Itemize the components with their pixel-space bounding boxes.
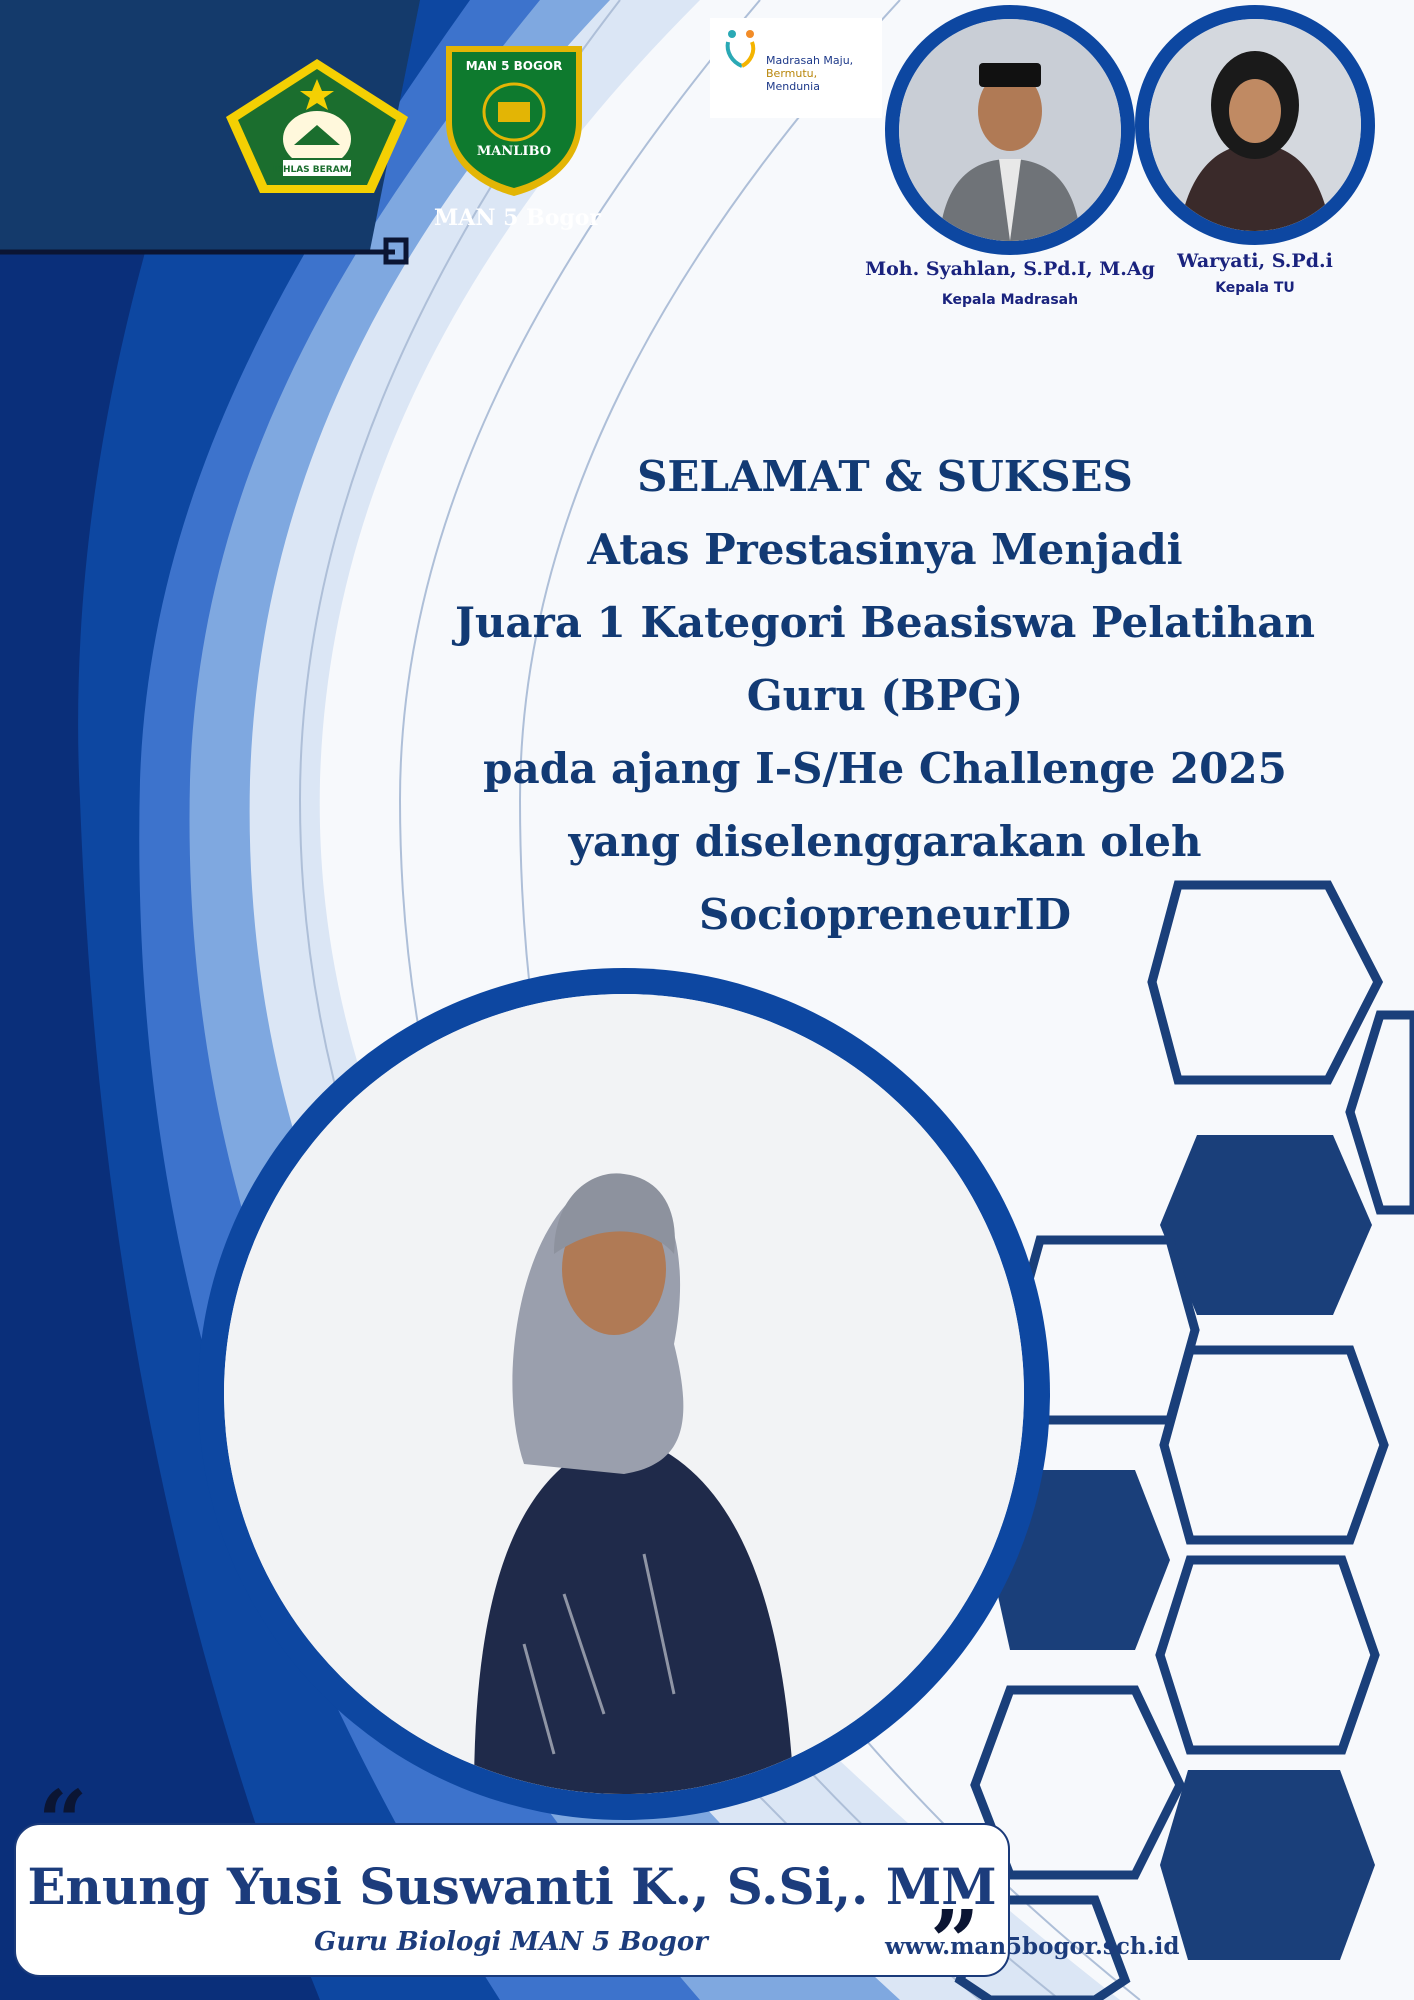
awardee-photo: [198, 968, 1050, 1820]
portrait-kepala-tu: [1135, 5, 1375, 245]
headline-line-4: Guru (BPG): [746, 671, 1024, 720]
slogan-text: [766, 54, 882, 93]
man-logo-mid: MANLIBO: [476, 144, 552, 159]
official-role-2: Kepala TU: [1215, 280, 1295, 296]
slogan-line-3: Mendunia: [766, 80, 820, 93]
official-name-2: Waryati, S.Pd.i: [1177, 250, 1333, 272]
awardee-name: Enung Yusi Suswanti K., S.Si,. MM: [27, 1857, 997, 1916]
awardee-role: Guru Biologi MAN 5 Bogor: [314, 1927, 708, 1957]
headline-line-5: pada ajang I-S/He Challenge 2025: [483, 744, 1287, 793]
quote-close-mark: ”: [930, 1892, 980, 1993]
slogan-logo: [710, 18, 882, 118]
headline-line-3: Juara 1 Kategori Beasiswa Pelatihan: [454, 598, 1315, 647]
man-logo-top: MAN 5 BOGOR: [465, 59, 563, 73]
slogan-line-2: Bermutu,: [766, 67, 818, 80]
headline-line-2: Atas Prestasinya Menjadi: [587, 525, 1183, 574]
person-silhouette-icon: [899, 19, 1121, 241]
kemenag-emblem-icon: [222, 55, 412, 195]
headline-line-6: yang diselenggarakan oleh: [568, 817, 1202, 866]
slogan-line-1: Madrasah Maju,: [766, 54, 854, 67]
congratulation-headline: [420, 440, 1350, 951]
awardee-name-plate: [14, 1823, 1010, 1977]
madrasah-people-icon: [722, 28, 762, 68]
website-link[interactable]: www.man5bogor.sch.id: [885, 1933, 1180, 1960]
kemenag-motto: IKHLAS BERAMAL: [272, 165, 362, 175]
portrait-kepala-madrasah: [885, 5, 1135, 255]
person-silhouette-icon: [224, 994, 1024, 1794]
headline-line-7: SociopreneurID: [698, 890, 1072, 939]
man-shield-emblem-icon: [440, 40, 588, 200]
official-name-1: Moh. Syahlan, S.Pd.I, M.Ag: [865, 258, 1155, 280]
headline-line-1: SELAMAT & SUKSES: [637, 452, 1133, 501]
person-silhouette-icon: [1149, 19, 1361, 231]
school-caption: MAN 5 Bogor: [433, 205, 602, 231]
official-role-1: Kepala Madrasah: [941, 292, 1079, 308]
